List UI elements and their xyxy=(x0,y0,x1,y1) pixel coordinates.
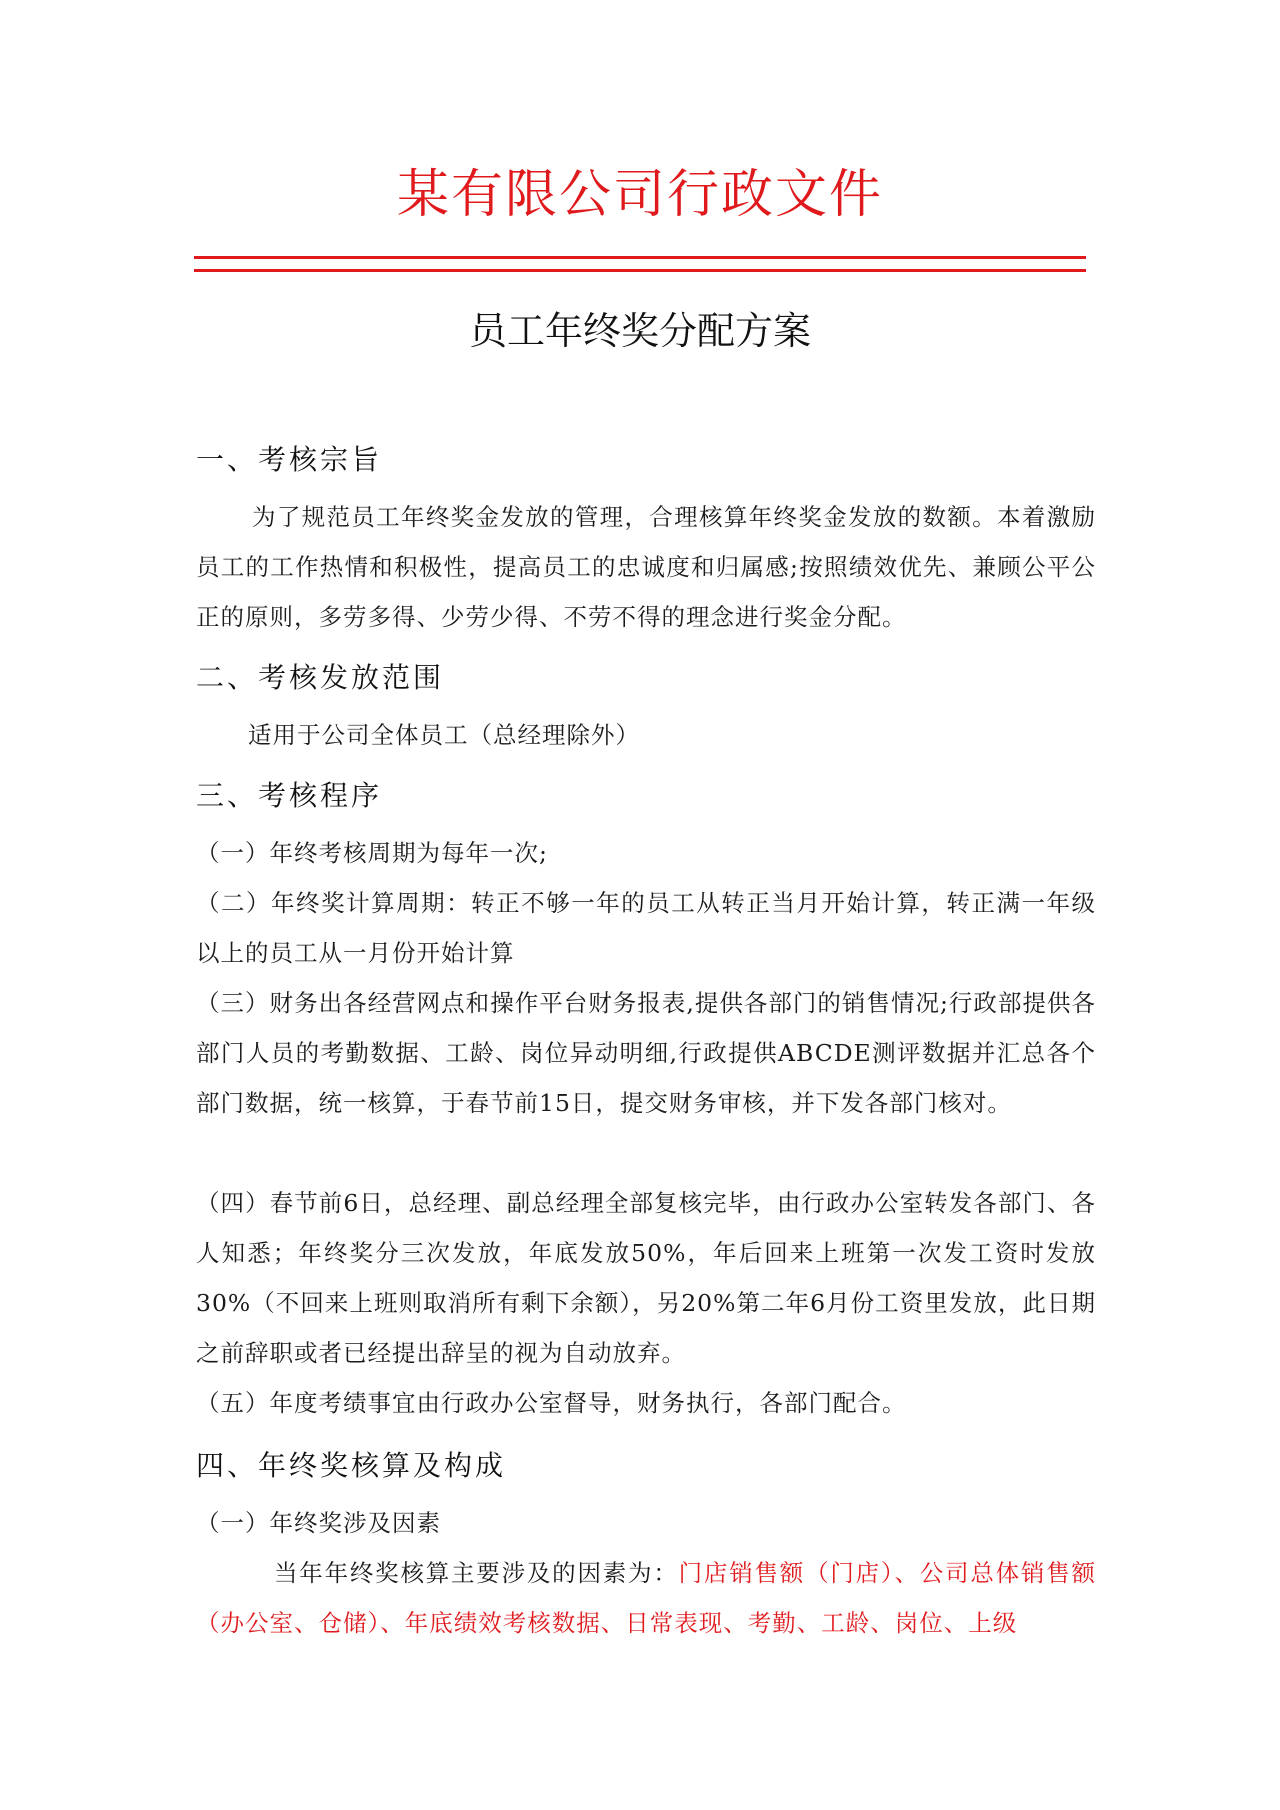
section-4-paragraph xyxy=(196,1548,1096,1648)
section-1-paragraph: 为了规范员工年终奖金发放的管理，合理核算年终奖金发放的数额。本着激励员工的工作热情和积极性，提高员工的忠诚度和归属感;按照绩效优先、兼顾公平公正的原则，多劳多得、少劳少得、不劳不得的理念进行奖金分配。 xyxy=(196,503,1096,631)
section-3-item-5: （五）年度考绩事宜由行政办公室督导，财务执行，各部门配合。 xyxy=(196,1389,907,1417)
section-1-heading: 一、考核宗旨 xyxy=(196,443,383,476)
section-3-heading: 三、考核程序 xyxy=(196,779,383,812)
section-3-item-4: （四）春节前6日，总经理、副总经理全部复核完毕，由行政办公室转发各部门、各人知悉；年终奖分三次发放，年底发放50%，年后回来上班第一次发工资时发放30%（不回来上班则取消所有剩下余额），另20%第二年6月份工资里发放，此日期之前辞职或者已经提出辞呈的视为自动放弃。 xyxy=(196,1189,1096,1367)
section-2-heading: 二、考核发放范围 xyxy=(196,661,445,694)
header-divider-bottom xyxy=(194,269,1086,272)
header-divider-top xyxy=(194,256,1086,259)
section-3-item-2: （二）年终奖计算周期：转正不够一年的员工从转正当月开始计算，转正满一年级以上的员工从一月份开始计算 xyxy=(196,889,1096,967)
section-4-subheading-1: （一）年终奖涉及因素 xyxy=(196,1509,441,1537)
section-3-item-1: （一）年终考核周期为每年一次; xyxy=(196,839,548,867)
factors-lead-text: 当年年终奖核算主要涉及的因素为： xyxy=(274,1559,679,1587)
org-header-title: 某有限公司行政文件 xyxy=(396,165,883,225)
section-4-heading: 四、年终奖核算及构成 xyxy=(196,1449,507,1482)
section-3-item-3: （三）财务出各经营网点和操作平台财务报表,提供各部门的销售情况;行政部提供各部门人员的考勤数据、工龄、岗位异动明细,行政提供ABCDE测评数据并汇总各个部门数据，统一核算，于春节前15日，提交财务审核，并下发各部门核对。 xyxy=(196,989,1096,1117)
factors-highlight-text: 门店销售额（门店）、公司总体销售额（办公室、仓储）、年底绩效考核数据、日常表现、考勤、工龄、岗位、上级 xyxy=(196,1559,1096,1637)
document-title: 员工年终奖分配方案 xyxy=(468,309,811,353)
section-2-paragraph: 适用于公司全体员工（总经理除外） xyxy=(248,721,640,749)
